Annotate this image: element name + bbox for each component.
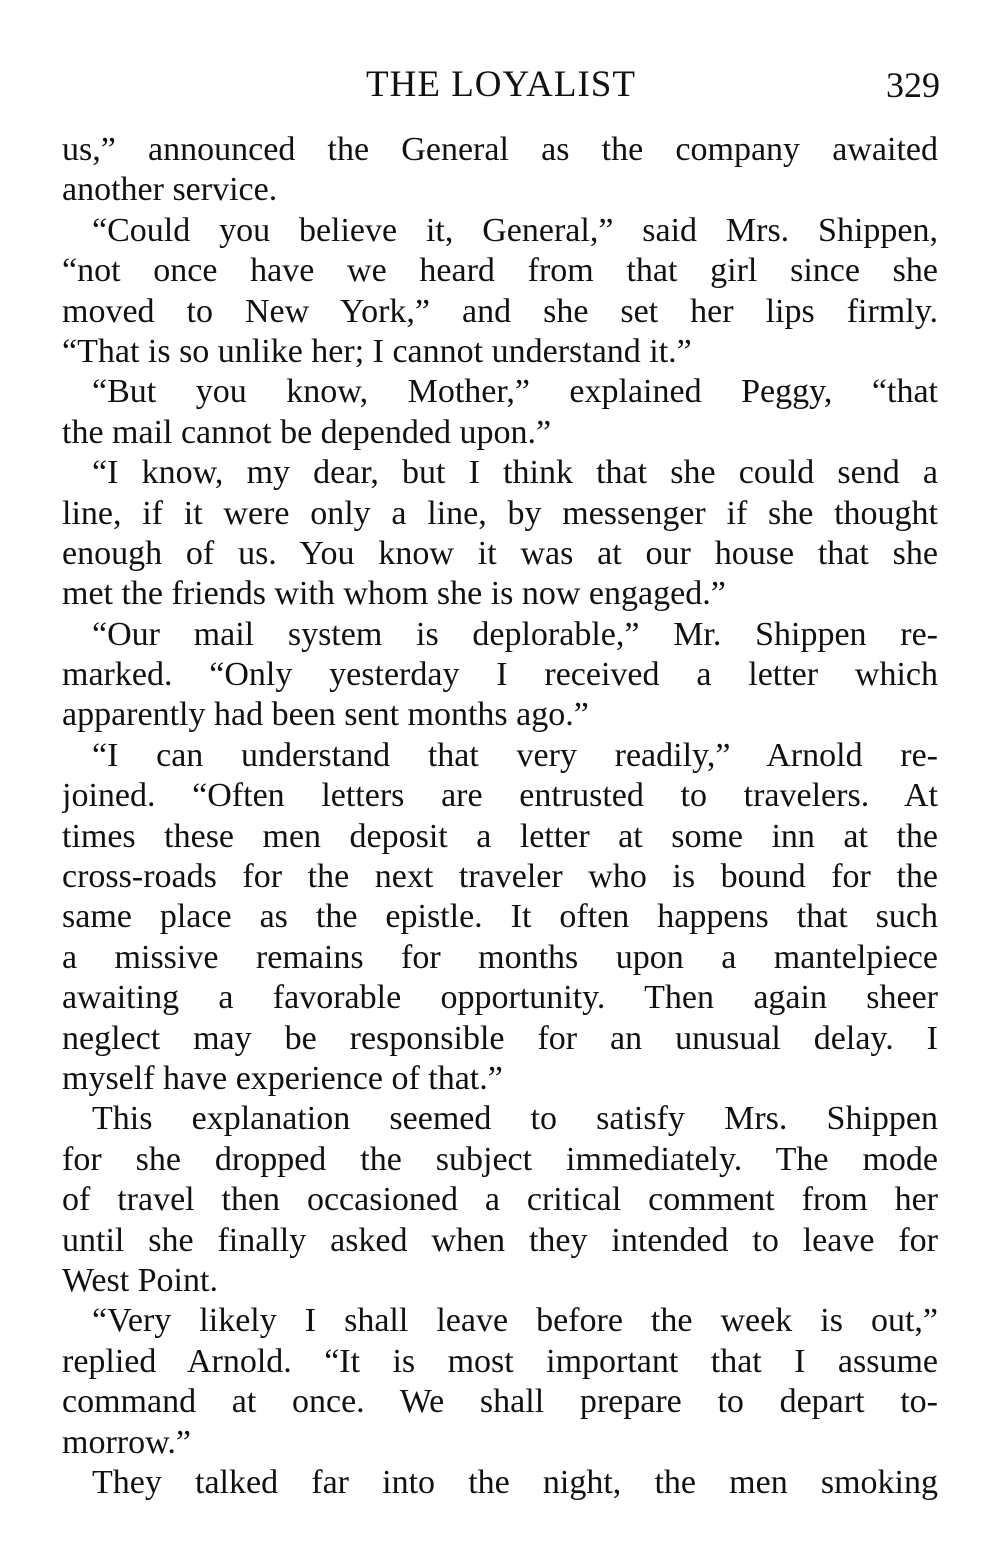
text-line: cross-roads for the next traveler who is bound for the [62,858,938,896]
text-line: awaiting a favorable opportunity. Then again sheer [62,979,938,1017]
text-line: for she dropped the subject immediately. The mode [62,1140,938,1178]
text-line: the mail cannot be depended upon.” [62,413,552,451]
page-number: 329 [886,65,940,105]
text-line: us,” announced the General as the company awaited [62,131,938,168]
text-line: “not once have we heard from that girl since she [62,252,938,290]
running-title: THE LOYALIST [366,64,636,105]
text-line: neglect may be responsible for an unusual delay. I [62,1019,938,1057]
text-line: “Our mail system is deplorable,” Mr. Shippen re- [92,615,938,653]
text-line: a missive remains for months upon a mantelpiece [62,938,938,976]
running-head [62,62,940,108]
text-line: moved to New York,” and she set her lips firmly. [62,292,938,330]
text-line: They talked far into the night, the men smoking [92,1463,938,1501]
text-line: replied Arnold. “It is most important that I assume [62,1342,938,1380]
text-line: same place as the epistle. It often happens that such [62,898,938,936]
text-line: command at once. We shall prepare to depart to- [62,1383,938,1421]
text-line: “I can understand that very readily,” Arnold re- [92,736,938,774]
text-line: joined. “Often letters are entrusted to travelers. At [62,777,938,815]
text-line: “But you know, Mother,” explained Peggy, “that [92,373,938,411]
text-line: myself have experience of that.” [62,1059,503,1097]
text-line: of travel then occasioned a critical comment from her [62,1181,938,1219]
body-text [62,130,938,1503]
text-line: line, if it were only a line, by messenger if she thought [62,494,938,532]
text-line: times these men deposit a letter at some inn at the [62,817,938,855]
text-line: West Point. [62,1261,218,1299]
text-line: enough of us. You know it was at our house that she [62,534,938,572]
text-line: met the friends with whom she is now engaged.” [62,575,726,613]
text-line: “I know, my dear, but I think that she could send a [92,454,938,492]
text-line: morrow.” [62,1423,192,1461]
text-line: “Could you believe it, General,” said Mrs. Shippen, [92,211,938,249]
text-line: apparently had been sent months ago.” [62,696,589,734]
text-line: “That is so unlike her; I cannot understand it.” [62,332,692,370]
text-line: This explanation seemed to satisfy Mrs. Shippen [92,1100,938,1138]
text-line: another service. [62,171,278,209]
text-line: marked. “Only yesterday I received a letter which [62,656,938,694]
text-line: until she finally asked when they intended to leave for [62,1221,938,1259]
text-line: “Very likely I shall leave before the week is out,” [92,1302,938,1340]
